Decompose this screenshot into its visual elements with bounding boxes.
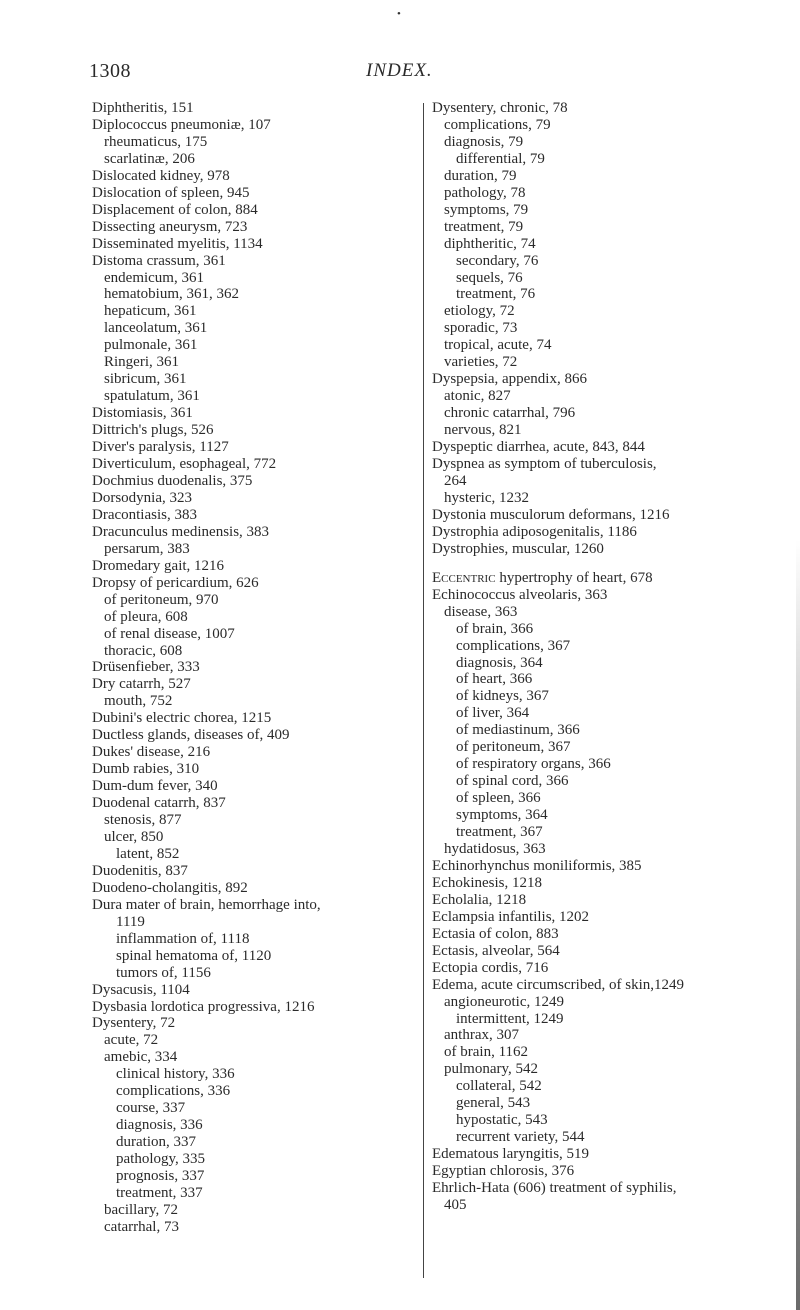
index-subentry: hypostatic, 543: [456, 1112, 548, 1129]
index-entry: Dyspepsia, appendix, 866: [432, 371, 587, 388]
index-entry: Echokinesis, 1218: [432, 874, 542, 891]
index-subentry: duration, 79: [444, 167, 517, 184]
index-subentry: complications, 79: [444, 116, 551, 133]
index-entry: Diverticulum, esophageal, 772: [92, 456, 277, 473]
index-subentry: of peritoneum, 970: [104, 591, 219, 608]
index-entry: Disseminated myelitis, 1134: [92, 235, 263, 252]
index-subentry: treatment, 79: [444, 218, 524, 235]
section-gap: [432, 558, 777, 570]
index-entry: Dysacusis, 1104: [92, 981, 190, 998]
index-subentry: latent, 852: [116, 845, 180, 862]
index-subentry: disease, 363: [444, 603, 518, 620]
index-subentry: diagnosis, 79: [444, 133, 524, 150]
entry-text: hypertrophy of heart, 678: [495, 569, 653, 586]
index-subentry: ulcer, 850: [104, 828, 164, 845]
index-entry: Echinorhynchus moniliformis, 385: [432, 857, 642, 874]
index-entry: Dochmius duodenalis, 375: [92, 472, 253, 489]
index-subentry: of renal disease, 1007: [104, 625, 235, 642]
index-subentry: stenosis, 877: [104, 812, 182, 829]
index-entry: Dry catarrh, 527: [92, 676, 191, 693]
index-subentry: collateral, 542: [456, 1078, 542, 1095]
index-subentry: pathology, 78: [444, 184, 526, 201]
index-subentry: persarum, 383: [104, 540, 190, 557]
index-subentry: sporadic, 73: [444, 320, 518, 337]
index-subentry: clinical history, 336: [116, 1066, 235, 1083]
bullet-mark: •: [397, 8, 401, 20]
index-entry: Echinococcus alveolaris, 363: [432, 586, 608, 603]
index-subentry: hepaticum, 361: [104, 303, 197, 320]
index-entry: Dittrich's plugs, 526: [92, 422, 214, 439]
index-subentry: tropical, acute, 74: [444, 337, 552, 354]
index-subentry: endemicum, 361: [104, 269, 204, 286]
index-subentry: symptoms, 364: [456, 807, 548, 824]
index-subentry: general, 543: [456, 1095, 531, 1112]
index-entry: Dysbasia lordotica progressiva, 1216: [92, 998, 315, 1015]
index-entry: Dropsy of pericardium, 626: [92, 574, 259, 591]
index-entry: Dracontiasis, 383: [92, 506, 197, 523]
index-subentry: Ringeri, 361: [104, 354, 179, 371]
index-entry: Ectopia cordis, 716: [432, 959, 549, 976]
index-subentry: tumors of, 1156: [116, 964, 211, 981]
index-subentry: duration, 337: [116, 1134, 196, 1151]
index-entry: Echolalia, 1218: [432, 891, 527, 908]
index-entry: Dystonia musculorum deformans, 1216: [432, 506, 670, 523]
index-entry: Dyspeptic diarrhea, acute, 843, 844: [432, 439, 645, 456]
index-entry: Egyptian chlorosis, 376: [432, 1163, 575, 1180]
index-subentry: chronic catarrhal, 796: [444, 405, 576, 422]
page-header: [0, 60, 800, 84]
index-entry: Dura mater of brain, hemorrhage into,: [92, 896, 321, 913]
index-subentry: bacillary, 72: [104, 1201, 178, 1218]
index-subentry: hysteric, 1232: [444, 489, 529, 506]
index-entry: Duodenitis, 837: [92, 862, 188, 879]
index-subentry: spinal hematoma of, 1120: [116, 947, 272, 964]
index-subentry: 264: [444, 472, 467, 489]
index-subentry: hydatidosus, 363: [444, 840, 546, 857]
page-edge-shadow: [796, 540, 800, 1310]
index-entry: Ehrlich-Hata (606) treatment of syphilis,: [432, 1180, 677, 1197]
running-head: INDEX.: [366, 60, 433, 81]
index-entry: Duodeno-cholangitis, 892: [92, 879, 248, 896]
index-entry: Dysentery, chronic, 78: [432, 100, 568, 116]
index-entry: Diplococcus pneumoniæ, 107: [92, 116, 271, 133]
index-entry: Ectasis, alveolar, 564: [432, 942, 560, 959]
index-entry: Dissecting aneurysm, 723: [92, 218, 248, 235]
index-entry: Dislocation of spleen, 945: [92, 184, 250, 201]
index-subentry: 1119: [116, 913, 145, 930]
index-subentry: differential, 79: [456, 150, 545, 167]
index-entry: Duodenal catarrh, 837: [92, 795, 226, 812]
index-subentry: of pleura, 608: [104, 608, 188, 625]
page-number: 1308: [89, 60, 131, 82]
index-entry: Ductless glands, diseases of, 409: [92, 727, 290, 744]
index-entry: Edema, acute circumscribed, of skin,1249: [432, 976, 684, 993]
index-subentry: symptoms, 79: [444, 201, 529, 218]
index-subentry: mouth, 752: [104, 693, 173, 710]
index-subentry: etiology, 72: [444, 303, 515, 320]
index-subentry: secondary, 76: [456, 252, 539, 269]
index-entry: Dysentery, 72: [92, 1015, 176, 1032]
index-subentry: pathology, 335: [116, 1151, 206, 1168]
index-subentry: intermittent, 1249: [456, 1010, 564, 1027]
index-subentry: of liver, 364: [456, 705, 530, 722]
index-entry: Eclampsia infantilis, 1202: [432, 908, 590, 925]
index-subentry: thoracic, 608: [104, 642, 183, 659]
index-subentry: atonic, 827: [444, 388, 511, 405]
column-divider: [423, 103, 424, 1278]
index-entry: Distoma crassum, 361: [92, 252, 226, 269]
index-entry: Dukes' disease, 216: [92, 744, 211, 761]
index-subentry: diphtheritic, 74: [444, 235, 536, 252]
index-entry: [432, 570, 777, 587]
index-entry: Dorsodynia, 323: [92, 489, 192, 506]
index-entry: Diphtheritis, 151: [92, 100, 194, 116]
index-subentry: prognosis, 337: [116, 1168, 205, 1185]
index-subentry: treatment, 367: [456, 824, 543, 841]
index-subentry: 405: [444, 1197, 467, 1213]
index-subentry: of spleen, 366: [456, 790, 541, 807]
index-subentry: hematobium, 361, 362: [104, 286, 239, 303]
index-entry: Dystrophia adiposogenitalis, 1186: [432, 523, 637, 540]
index-entry: Distomiasis, 361: [92, 405, 193, 422]
index-entry: Dubini's electric chorea, 1215: [92, 710, 272, 727]
index-subentry: diagnosis, 336: [116, 1117, 203, 1134]
index-subentry: complications, 336: [116, 1083, 231, 1100]
index-subentry: treatment, 337: [116, 1185, 203, 1201]
index-entry: Diver's paralysis, 1127: [92, 439, 229, 456]
index-column-right: [432, 100, 777, 1214]
index-subentry: amebic, 334: [104, 1049, 178, 1066]
index-subentry: of respiratory organs, 366: [456, 756, 611, 773]
index-entry: Dum-dum fever, 340: [92, 778, 218, 795]
index-subentry: sibricum, 361: [104, 371, 187, 388]
index-subentry: inflammation of, 1118: [116, 930, 250, 947]
index-subentry: of kidneys, 367: [456, 688, 549, 705]
index-subentry: of spinal cord, 366: [456, 773, 569, 790]
index-entry: Dracunculus medinensis, 383: [92, 523, 270, 540]
index-subentry: rheumaticus, 175: [104, 133, 208, 150]
index-column-left: [92, 100, 422, 1236]
index-subentry: pulmonary, 542: [444, 1061, 539, 1078]
index-subentry: spatulatum, 361: [104, 388, 200, 405]
index-entry: Dyspnea as symptom of tuberculosis,: [432, 456, 657, 473]
index-subentry: complications, 367: [456, 637, 571, 654]
index-entry: Dystrophies, muscular, 1260: [432, 540, 604, 557]
index-subentry: of brain, 366: [456, 620, 534, 637]
index-subentry: of peritoneum, 367: [456, 739, 571, 756]
index-entry: Dromedary gait, 1216: [92, 557, 225, 574]
index-subentry: of mediastinum, 366: [456, 722, 580, 739]
index-subentry: of brain, 1162: [444, 1044, 529, 1061]
index-subentry: of heart, 366: [456, 671, 533, 688]
index-subentry: acute, 72: [104, 1032, 159, 1049]
index-subentry: course, 337: [116, 1100, 186, 1117]
index-entry: Dislocated kidney, 978: [92, 167, 230, 184]
index-subentry: treatment, 76: [456, 286, 536, 303]
index-subentry: pulmonale, 361: [104, 337, 198, 354]
index-subentry: varieties, 72: [444, 354, 518, 371]
index-subentry: diagnosis, 364: [456, 654, 543, 671]
index-subentry: angioneurotic, 1249: [444, 993, 564, 1010]
index-subentry: catarrhal, 73: [104, 1218, 179, 1235]
index-subentry: lanceolatum, 361: [104, 320, 208, 337]
index-subentry: anthrax, 307: [444, 1027, 519, 1044]
small-caps-term: Eccentric: [432, 569, 496, 586]
index-subentry: recurrent variety, 544: [456, 1129, 585, 1146]
index-entry: Displacement of colon, 884: [92, 201, 258, 218]
index-subentry: sequels, 76: [456, 269, 523, 286]
index-entry: Dumb rabies, 310: [92, 761, 200, 778]
index-entry: Ectasia of colon, 883: [432, 925, 559, 942]
index-entry: Edematous laryngitis, 519: [432, 1146, 590, 1163]
index-entry: Drüsenfieber, 333: [92, 659, 200, 676]
index-subentry: scarlatinæ, 206: [104, 150, 195, 167]
index-subentry: nervous, 821: [444, 422, 522, 439]
